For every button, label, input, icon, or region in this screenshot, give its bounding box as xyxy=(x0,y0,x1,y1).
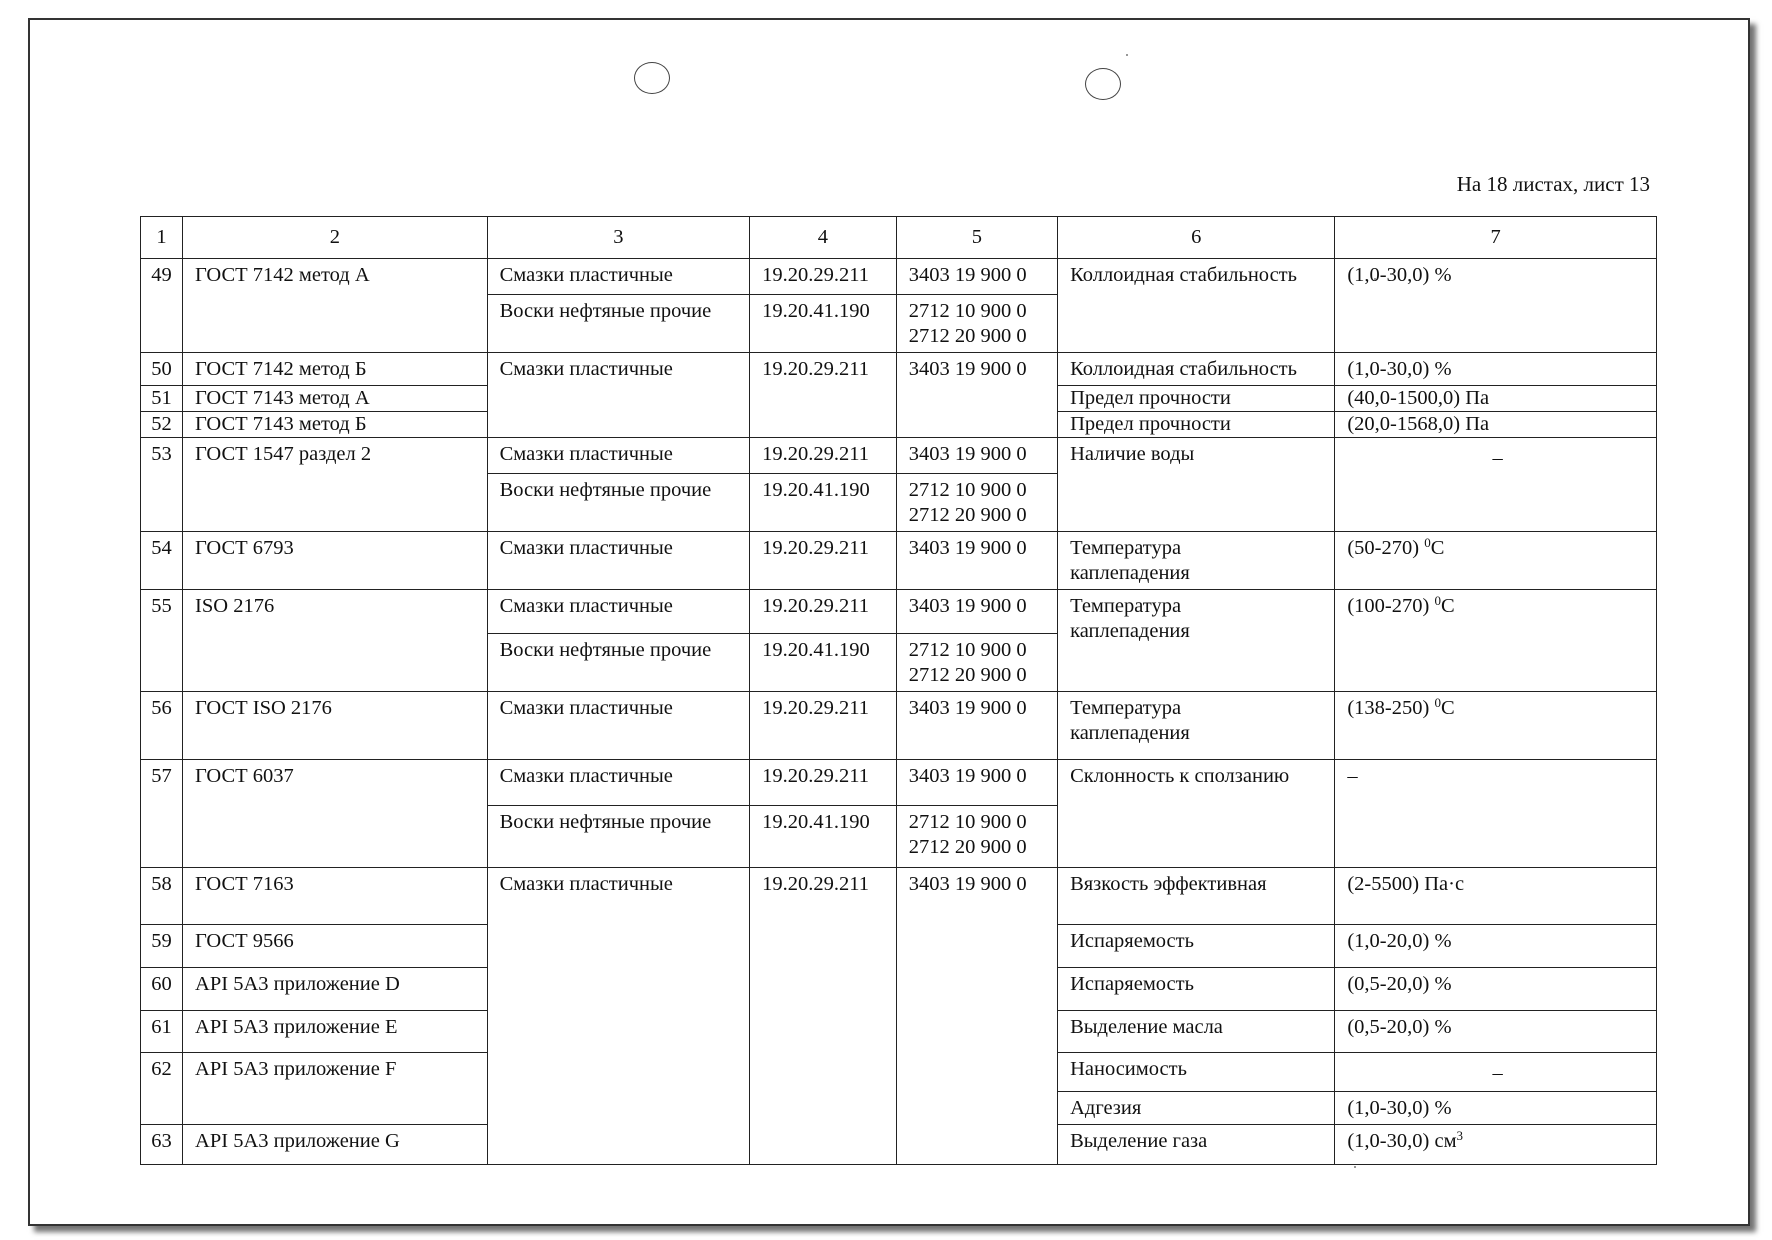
measurement-range: (1,0-20,0) % xyxy=(1335,925,1657,968)
okpd-code: 19.20.29.211 xyxy=(750,353,897,438)
product-name: Смазки пластичные xyxy=(487,532,750,590)
measurement-range: (1,0-30,0) $см^3$ xyxy=(1335,1125,1657,1165)
characteristic: Испаряемость xyxy=(1058,968,1335,1011)
product-name: Смазки пластичные xyxy=(487,868,750,1165)
accreditation-scope-table xyxy=(140,216,1657,1165)
row-number: 62 xyxy=(141,1053,183,1125)
characteristic: Коллоидная стабильность xyxy=(1058,353,1335,386)
tnved-code: 2712 10 900 0 2712 20 900 0 xyxy=(896,474,1057,532)
measurement-range: – xyxy=(1335,760,1657,868)
tnved-code: 3403 19 900 0 xyxy=(896,760,1057,806)
row-number: 63 xyxy=(141,1125,183,1165)
tnved-code: 2712 10 900 0 2712 20 900 0 xyxy=(896,634,1057,692)
okpd-code: 19.20.41.190 xyxy=(750,806,897,868)
row-number: 49 xyxy=(141,259,183,353)
okpd-code: 19.20.41.190 xyxy=(750,474,897,532)
characteristic: Выделение газа xyxy=(1058,1125,1335,1165)
characteristic: Температура каплепадения xyxy=(1058,590,1335,692)
method-document: ISO 2176 xyxy=(183,590,488,692)
measurement-range: – xyxy=(1335,438,1657,532)
row-number: 59 xyxy=(141,925,183,968)
table-row xyxy=(141,353,1657,386)
measurement-range: (1,0-30,0) % xyxy=(1335,1092,1657,1125)
characteristic: Наличие воды xyxy=(1058,438,1335,532)
method-document: ГОСТ 6037 xyxy=(183,760,488,868)
method-document: ГОСТ 7142 метод Б xyxy=(183,353,488,386)
scan-speck xyxy=(1126,54,1128,56)
method-document: API 5A3 приложение F xyxy=(183,1053,488,1125)
column-header: 7 xyxy=(1335,217,1657,259)
product-name: Воски нефтяные прочие xyxy=(487,806,750,868)
product-name: Смазки пластичные xyxy=(487,438,750,474)
okpd-code: 19.20.29.211 xyxy=(750,532,897,590)
method-document: ГОСТ 7142 метод А xyxy=(183,259,488,353)
method-document: ГОСТ 7143 метод Б xyxy=(183,412,488,438)
characteristic: Температура каплепадения xyxy=(1058,692,1335,760)
column-header: 6 xyxy=(1058,217,1335,259)
characteristic: Температура каплепадения xyxy=(1058,532,1335,590)
characteristic: Испаряемость xyxy=(1058,925,1335,968)
characteristic: Адгезия xyxy=(1058,1092,1335,1125)
row-number: 55 xyxy=(141,590,183,692)
tnved-code: 2712 10 900 0 2712 20 900 0 xyxy=(896,295,1057,353)
table-row xyxy=(141,438,1657,474)
table-row xyxy=(141,692,1657,760)
document-sheet xyxy=(28,18,1750,1226)
okpd-code: 19.20.29.211 xyxy=(750,259,897,295)
header-row xyxy=(141,217,1657,259)
characteristic: Выделение масла xyxy=(1058,1011,1335,1053)
punch-hole xyxy=(1085,68,1121,100)
tnved-code: 3403 19 900 0 xyxy=(896,438,1057,474)
measurement-range: (0,5-20,0) % xyxy=(1335,968,1657,1011)
characteristic: Склонность к сползанию xyxy=(1058,760,1335,868)
measurement-range: – xyxy=(1335,1053,1657,1092)
measurement-range: (1,0-30,0) % xyxy=(1335,353,1657,386)
table-row xyxy=(141,868,1657,925)
method-document: ГОСТ 1547 раздел 2 xyxy=(183,438,488,532)
tnved-code: 3403 19 900 0 xyxy=(896,692,1057,760)
measurement-range: (50-270) $^0$С xyxy=(1335,532,1657,590)
method-document: ГОСТ 7143 метод А xyxy=(183,386,488,412)
okpd-code: 19.20.29.211 xyxy=(750,868,897,1165)
tnved-code: 3403 19 900 0 xyxy=(896,590,1057,634)
row-number: 54 xyxy=(141,532,183,590)
table-row xyxy=(141,532,1657,590)
okpd-code: 19.20.29.211 xyxy=(750,590,897,634)
tnved-code: 2712 10 900 0 2712 20 900 0 xyxy=(896,806,1057,868)
measurement-range: (100-270) $^0$С xyxy=(1335,590,1657,692)
measurement-range: (138-250) $^0$С xyxy=(1335,692,1657,760)
okpd-code: 19.20.29.211 xyxy=(750,760,897,806)
tnved-code: 3403 19 900 0 xyxy=(896,353,1057,438)
method-document: ГОСТ 9566 xyxy=(183,925,488,968)
okpd-code: 19.20.29.211 xyxy=(750,692,897,760)
product-name: Воски нефтяные прочие xyxy=(487,474,750,532)
row-number: 56 xyxy=(141,692,183,760)
measurement-range: (20,0-1568,0) Па xyxy=(1335,412,1657,438)
tnved-code: 3403 19 900 0 xyxy=(896,532,1057,590)
row-number: 53 xyxy=(141,438,183,532)
method-document: API 5A3 приложение G xyxy=(183,1125,488,1165)
row-number: 51 xyxy=(141,386,183,412)
table-row xyxy=(141,259,1657,295)
okpd-code: 19.20.41.190 xyxy=(750,634,897,692)
column-header: 5 xyxy=(896,217,1057,259)
product-name: Воски нефтяные прочие xyxy=(487,295,750,353)
tnved-code: 3403 19 900 0 xyxy=(896,259,1057,295)
row-number: 60 xyxy=(141,968,183,1011)
measurement-range: (0,5-20,0) % xyxy=(1335,1011,1657,1053)
method-document: ГОСТ 6793 xyxy=(183,532,488,590)
sheet-number-label: На 18 листах, лист 13 xyxy=(1456,172,1650,196)
characteristic: Предел прочности xyxy=(1058,412,1335,438)
method-document: ГОСТ ISO 2176 xyxy=(183,692,488,760)
product-name: Смазки пластичные xyxy=(487,259,750,295)
characteristic: Предел прочности xyxy=(1058,386,1335,412)
column-header: 2 xyxy=(183,217,488,259)
column-header: 4 xyxy=(750,217,897,259)
okpd-code: 19.20.41.190 xyxy=(750,295,897,353)
product-name: Воски нефтяные прочие xyxy=(487,634,750,692)
method-document: ГОСТ 7163 xyxy=(183,868,488,925)
method-document: API 5A3 приложение E xyxy=(183,1011,488,1053)
product-name: Смазки пластичные xyxy=(487,692,750,760)
product-name: Смазки пластичные xyxy=(487,590,750,634)
row-number: 61 xyxy=(141,1011,183,1053)
method-document: API 5A3 приложение D xyxy=(183,968,488,1011)
column-header: 1 xyxy=(141,217,183,259)
row-number: 58 xyxy=(141,868,183,925)
row-number: 52 xyxy=(141,412,183,438)
characteristic: Наносимость xyxy=(1058,1053,1335,1092)
product-name: Смазки пластичные xyxy=(487,353,750,438)
table-row xyxy=(141,590,1657,634)
measurement-range: (2-5500) Па·с xyxy=(1335,868,1657,925)
scan-speck xyxy=(1354,1166,1356,1168)
row-number: 57 xyxy=(141,760,183,868)
row-number: 50 xyxy=(141,353,183,386)
product-name: Смазки пластичные xyxy=(487,760,750,806)
okpd-code: 19.20.29.211 xyxy=(750,438,897,474)
tnved-code: 3403 19 900 0 xyxy=(896,868,1057,1165)
measurement-range: (40,0-1500,0) Па xyxy=(1335,386,1657,412)
punch-hole xyxy=(634,62,670,94)
table-row xyxy=(141,760,1657,806)
characteristic: Коллоидная стабильность xyxy=(1058,259,1335,353)
column-header: 3 xyxy=(487,217,750,259)
characteristic: Вязкость эффективная xyxy=(1058,868,1335,925)
measurement-range: (1,0-30,0) % xyxy=(1335,259,1657,353)
